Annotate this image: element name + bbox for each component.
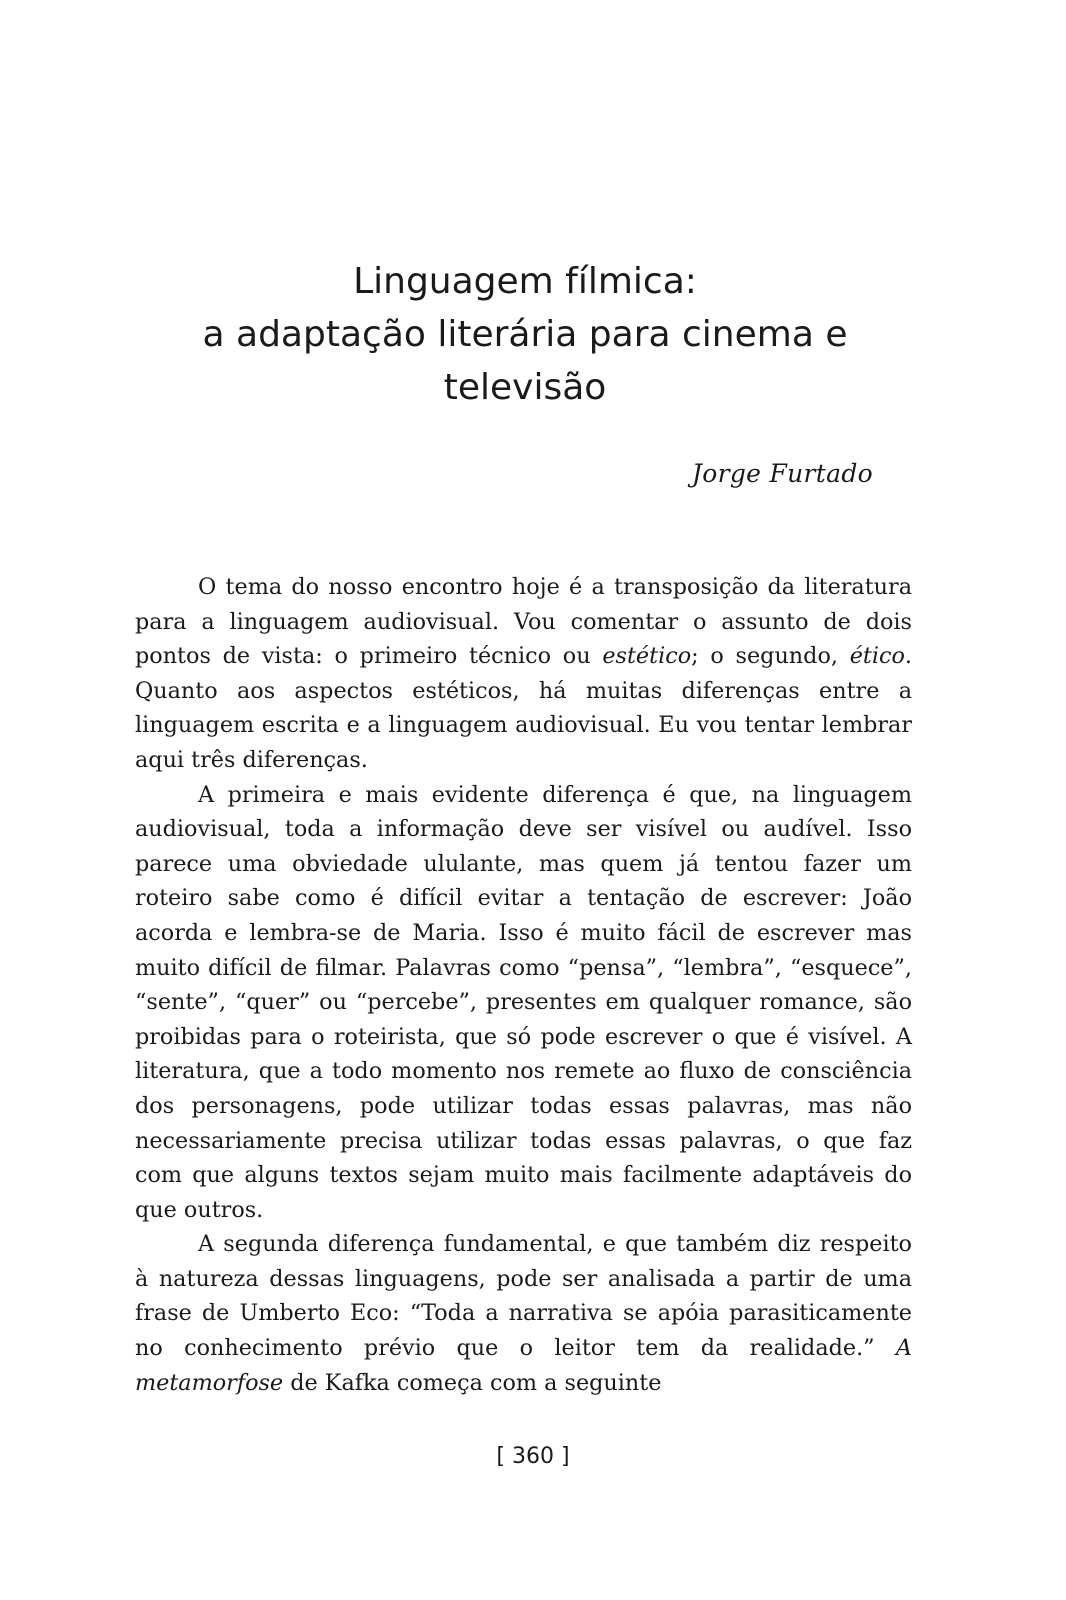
- title-line-1: Linguagem fílmica:: [353, 261, 697, 302]
- author-name: Jorge Furtado: [691, 459, 873, 488]
- title-line-3: televisão: [443, 367, 607, 408]
- paragraph-1: [135, 570, 912, 778]
- body-text: [135, 570, 912, 1400]
- paragraph-3-part-a: A segunda diferença fundamental, e que também diz respeito à natureza dessas linguagens, pode ser analisada a partir de uma frase de Umberto Eco: “Toda a narrativa se apóia parasiticamente no conhecimento prévio que o leitor tem da realidade.”: [135, 1231, 912, 1362]
- paragraph-1-part-b: ; o segundo,: [691, 643, 850, 670]
- title-line-2: a adaptação literária para cinema e: [202, 314, 848, 355]
- paragraph-1-part-a: O tema do nosso encontro hoje é a transposição da literatura para a linguagem audiovisual. Vou comentar o assunto de dois pontos de vista: o primeiro técnico ou: [135, 574, 912, 670]
- paragraph-3: [135, 1227, 912, 1400]
- paragraph-3-book-title: A metamorfose: [135, 1335, 912, 1396]
- page-number: [ 360 ]: [496, 1444, 570, 1469]
- paragraph-2: A primeira e mais evidente diferença é que, na linguagem audiovisual, toda a informação deve ser visível ou audível. Isso parece uma obviedade ululante, mas quem já tentou fazer um roteiro sabe como é difícil evitar a tentação de escrever: João acorda e lembra-se de Maria. Isso é muito fácil de escrever mas muito difícil de filmar. Palavras como “pensa”, “lembra”, “esquece”, “sente”, “quer” ou “percebe”, presentes em qualquer romance, são proibidas para o roteirista, que só pode escrever o que é visível. A literatura, que a todo momento nos remete ao fluxo de consciência dos personagens, pode utilizar todas essas palavras, mas não necessariamente precisa utilizar todas essas palavras, o que faz com que alguns textos sejam muito mais facilmente adaptáveis do que outros.: [135, 781, 912, 1223]
- paragraph-3-part-b: de Kafka começa com a seguinte: [283, 1369, 662, 1396]
- chapter-title: [160, 255, 890, 414]
- paragraph-1-part-c: . Quanto aos aspectos estéticos, há muitas diferenças entre a linguagem escrita e a linguagem audiovisual. Eu vou tentar lembrar aqui três diferenças.: [135, 643, 912, 773]
- paragraph-1-emphasis-estetico: estético: [602, 643, 692, 670]
- paragraph-1-emphasis-etico: ético: [849, 643, 905, 670]
